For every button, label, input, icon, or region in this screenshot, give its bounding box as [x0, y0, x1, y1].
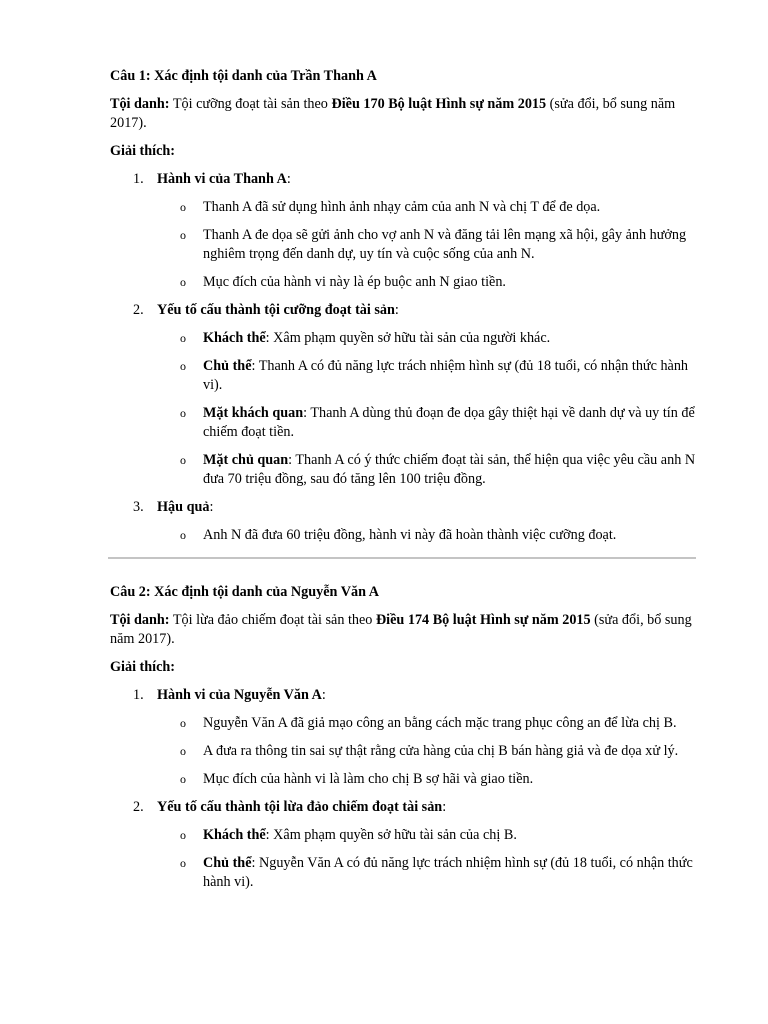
sub-list-item [157, 714, 696, 733]
section-heading: Câu 1: Xác định tội danh của Trần Thanh A [110, 68, 377, 84]
crime-text-end: (sửa đổi, bổ sung năm 2017). [110, 612, 692, 647]
bullet-icon: o [180, 772, 186, 786]
list-item [110, 170, 696, 292]
item-suffix: : [442, 799, 447, 815]
item-title: Yếu tố cấu thành tội cưỡng đoạt tài sản [157, 302, 395, 318]
bullet-icon: o [180, 828, 186, 842]
bullet-icon: o [180, 744, 186, 758]
crime-paragraph [110, 611, 696, 649]
sub-list-item [157, 198, 696, 217]
bullet-icon: o [180, 453, 186, 467]
list-item [110, 798, 696, 892]
item-title: Hành vi của Nguyễn Văn A [157, 687, 322, 703]
item-title: Yếu tố cấu thành tội lừa đảo chiếm đoạt tài sản [157, 799, 443, 815]
bullet-icon: o [180, 331, 186, 345]
sub-list [157, 526, 696, 545]
bullet-icon: o [180, 406, 186, 420]
crime-label: Tội danh: [110, 96, 170, 112]
sub-item-text: Mục đích của hành vi là làm cho chị B sợ hãi và giao tiền. [203, 771, 534, 787]
sub-item-term: Mặt khách quan [203, 405, 304, 421]
sub-item-text: Anh N đã đưa 60 triệu đồng, hành vi này đã hoàn thành việc cưỡng đoạt. [203, 527, 617, 543]
bullet-icon: o [180, 716, 186, 730]
sub-list-item [157, 826, 696, 845]
sub-item-text: : Xâm phạm quyền sở hữu tài sản của người khác. [265, 330, 551, 346]
sub-item-term: Mặt chủ quan [203, 452, 289, 468]
sub-item-text: : Thanh A có đủ năng lực trách nhiệm hình sự (đủ 18 tuổi, có nhận thức hành vi). [203, 358, 689, 393]
sub-list-item [157, 854, 696, 892]
sub-item-text: A đưa ra thông tin sai sự thật rằng cửa hàng của chị B bán hàng giả và đe dọa xử lý. [203, 743, 679, 759]
sub-item-text: : Thanh A có ý thức chiếm đoạt tài sản, thể hiện qua việc yêu cầu anh N đưa 70 triệu đồng, sau đó tăng lên 100 triệu đồng. [203, 452, 696, 487]
bullet-icon: o [180, 856, 186, 870]
sub-list-item [157, 526, 696, 545]
bullet-icon: o [180, 528, 186, 542]
sub-list [157, 198, 696, 292]
sub-list-item [157, 226, 696, 264]
sub-list-item [157, 742, 696, 761]
item-title: Hành vi của Thanh A [157, 171, 287, 187]
section-divider [108, 557, 696, 559]
bullet-icon: o [180, 275, 186, 289]
sub-item-text: Mục đích của hành vi này là ép buộc anh N giao tiền. [203, 274, 506, 290]
item-suffix: : [394, 302, 399, 318]
item-number: 2. [133, 799, 144, 815]
section-cau-2 [110, 583, 696, 892]
list-item [110, 301, 696, 489]
sub-list [157, 714, 696, 789]
sub-item-term: Chủ thể [203, 358, 252, 374]
crime-text-end: (sửa đổi, bổ sung năm 2017). [110, 96, 676, 131]
sub-list-item [157, 404, 696, 442]
item-suffix: : [321, 687, 326, 703]
document-body [110, 67, 696, 901]
crime-law: Điều 170 Bộ luật Hình sự năm 2015 [331, 96, 547, 112]
explanation-label: Giải thích: [110, 659, 176, 675]
crime-paragraph [110, 95, 696, 133]
sub-item-term: Khách thể [203, 827, 266, 843]
sub-list-item [157, 329, 696, 348]
crime-text: Tội lừa đảo chiếm đoạt tài sản theo [169, 612, 376, 628]
sub-list-item [157, 451, 696, 489]
bullet-icon: o [180, 228, 186, 242]
item-number: 3. [133, 499, 144, 515]
sub-item-text: Thanh A đã sử dụng hình ảnh nhạy cảm của anh N và chị T để đe dọa. [203, 199, 601, 215]
sub-list [157, 826, 696, 892]
sub-item-text: Nguyễn Văn A đã giả mạo công an bằng cách mặc trang phục công an để lừa chị B. [203, 715, 677, 731]
crime-text: Tội cưỡng đoạt tài sản theo [169, 96, 332, 112]
sub-list-item [157, 273, 696, 292]
section-cau-1 [110, 67, 696, 545]
explanation-list [110, 170, 696, 545]
sub-item-term: Chủ thể [203, 855, 252, 871]
bullet-icon: o [180, 200, 186, 214]
item-number: 2. [133, 302, 144, 318]
explanation-list [110, 686, 696, 892]
list-item [110, 686, 696, 789]
sub-list-item [157, 357, 696, 395]
sub-list [157, 329, 696, 489]
list-item [110, 498, 696, 545]
item-number: 1. [133, 171, 144, 187]
explanation-label: Giải thích: [110, 143, 176, 159]
item-number: 1. [133, 687, 144, 703]
bullet-icon: o [180, 359, 186, 373]
sub-item-text: Thanh A đe dọa sẽ gửi ảnh cho vợ anh N và đăng tải lên mạng xã hội, gây ảnh hưởng nghiêm trọng đến danh dự, uy tín và cuộc sống của anh N. [203, 227, 687, 262]
sub-item-text: : Nguyễn Văn A có đủ năng lực trách nhiệm hình sự (đủ 18 tuổi, có nhận thức hành vi). [203, 855, 693, 890]
sub-item-text: : Thanh A dùng thủ đoạn đe dọa gây thiệt hại về danh dự và uy tín để chiếm đoạt tiền. [203, 405, 695, 440]
sub-item-text: : Xâm phạm quyền sở hữu tài sản của chị B. [265, 827, 517, 843]
section-heading: Câu 2: Xác định tội danh của Nguyễn Văn A [110, 584, 379, 600]
crime-law: Điều 174 Bộ luật Hình sự năm 2015 [375, 612, 591, 628]
item-title: Hậu quả [157, 499, 210, 515]
item-suffix: : [286, 171, 291, 187]
sub-list-item [157, 770, 696, 789]
item-suffix: : [209, 499, 214, 515]
sub-item-term: Khách thể [203, 330, 266, 346]
crime-label: Tội danh: [110, 612, 170, 628]
